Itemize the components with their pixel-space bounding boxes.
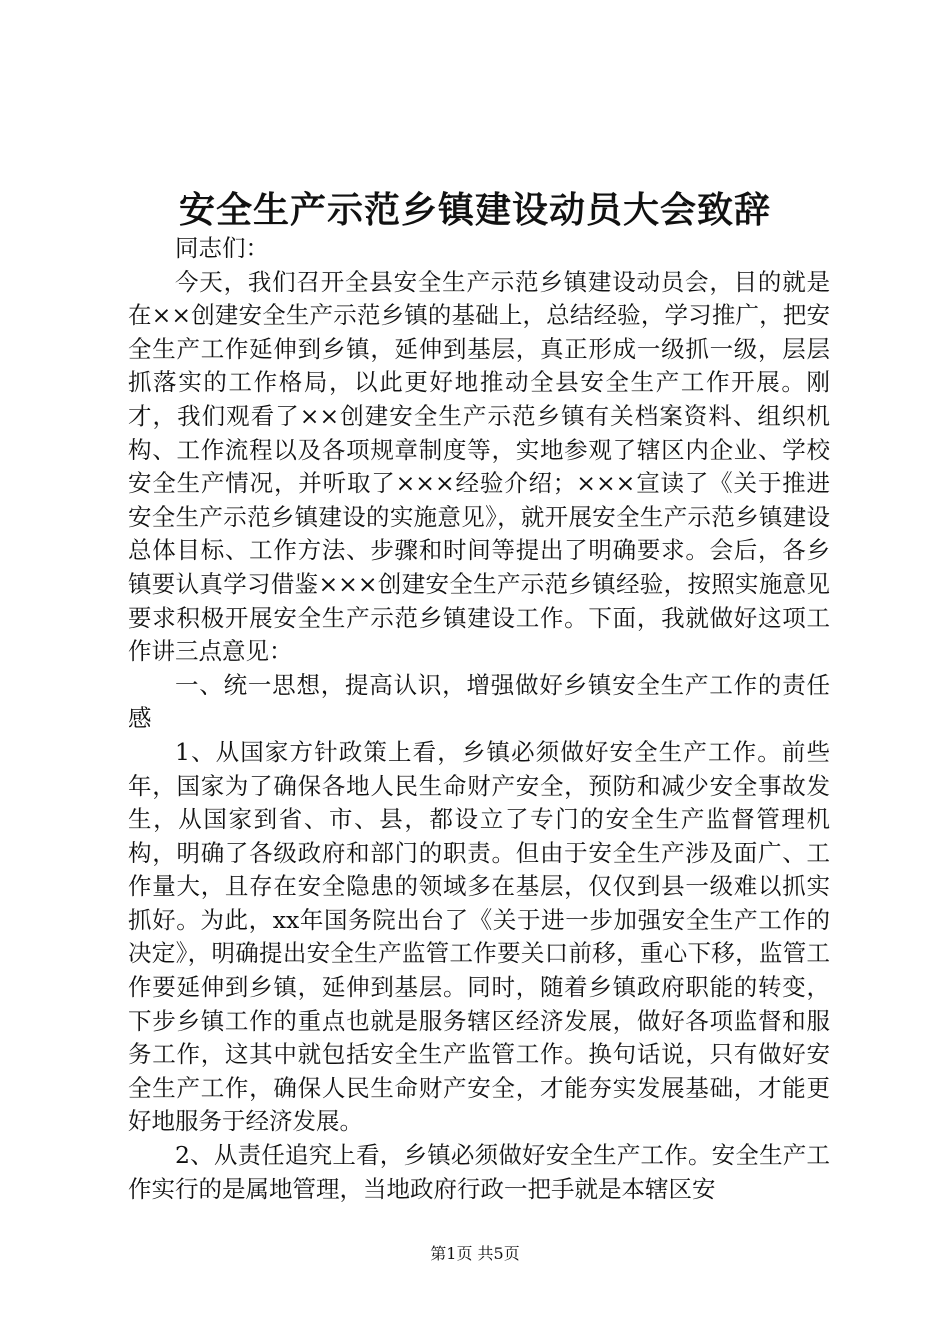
document-body: [128, 232, 830, 1206]
page-number: 第1页 共5页: [430, 1244, 520, 1263]
intro-paragraph: 今天，我们召开全县安全生产示范乡镇建设动员会，目的就是在××创建安全生产示范乡镇的基础上，总结经验，学习推广，把安全生产工作延伸到乡镇，延伸到基层，真正形成一级抓一级，层层抓落实的工作格局，以此更好地推动全县安全生产工作开展。刚才，我们观看了××创建安全生产示范乡镇有关档案资料、组织机构、工作流程以及各项规章制度等，实地参观了辖区内企业、学校安全生产情况，并听取了×××经验介绍；×××宣读了《关于推进安全生产示范乡镇建设的实施意见》，就开展安全生产示范乡镇建设总体目标、工作方法、步骤和时间等提出了明确要求。会后，各乡镇要认真学习借鉴×××创建安全生产示范乡镇经验，按照实施意见要求积极开展安全生产示范乡镇建设工作。下面，我就做好这项工作讲三点意见：: [128, 267, 830, 666]
point-1-paragraph: 1、从国家方针政策上看，乡镇必须做好安全生产工作。前些年，国家为了确保各地人民生命财产安全，预防和减少安全事故发生，从国家到省、市、县，都设立了专门的安全生产监督管理机构，明确了各级政府和部门的职责。但由于安全生产涉及面广、工作量大，且存在安全隐患的领域多在基层，仅仅到县一级难以抓实抓好。为此，xx年国务院出台了《关于进一步加强安全生产工作的决定》，明确提出安全生产监管工作要关口前移，重心下移，监管工作要延伸到乡镇，延伸到基层。同时，随着乡镇政府职能的转变，下步乡镇工作的重点也就是服务辖区经济发展，做好各项监督和服务工作，这其中就包括安全生产监管工作。换句话说，只有做好安全生产工作，确保人民生命财产安全，才能夯实发展基础，才能更好地服务于经济发展。: [128, 737, 830, 1136]
document-title: 安全生产示范乡镇建设动员大会致辞: [178, 189, 771, 231]
point-2-paragraph: 2、从责任追究上看，乡镇必须做好安全生产工作。安全生产工作实行的是属地管理，当地政府行政一把手就是本辖区安: [128, 1141, 830, 1203]
salutation: 同志们：: [175, 234, 269, 262]
section-heading-1: 一、统一思想，提高认识，增强做好乡镇安全生产工作的责任感: [128, 670, 830, 733]
